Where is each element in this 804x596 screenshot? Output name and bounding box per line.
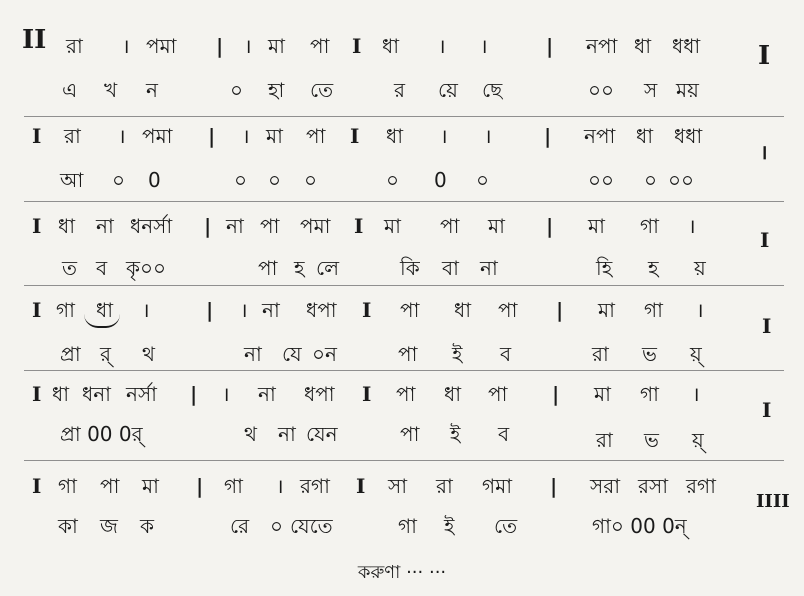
lyric-syllable: ব — [500, 342, 512, 366]
bar-line: | — [190, 382, 198, 406]
lyric-syllable: পা — [398, 342, 418, 366]
bar-line: | — [206, 298, 214, 322]
swara-note: রগা — [686, 474, 716, 498]
swara-note: গা — [644, 298, 663, 322]
lyric-syllable: যেন — [306, 422, 338, 446]
swara-note: মা — [588, 214, 605, 238]
swara-note: । — [484, 124, 492, 148]
lyric-syllable: ব — [96, 256, 108, 280]
swara-note: মা — [598, 298, 615, 322]
notation-row-4 — [0, 270, 804, 366]
swara-note: গা — [640, 382, 659, 406]
swara-note: না — [96, 214, 114, 238]
swara-note: রা — [436, 474, 453, 498]
lyric-syllable: ০০ — [588, 168, 615, 192]
notation-row-3 — [0, 186, 804, 278]
lyric-syllable: ই — [444, 514, 455, 538]
swara-note: রসা — [638, 474, 669, 498]
lyric-syllable: কা — [58, 514, 78, 538]
start-double-bar: II — [22, 25, 47, 55]
lyric-syllable: রে — [230, 514, 250, 538]
swara-note: পমা — [300, 214, 331, 238]
swara-note: পমা — [142, 124, 173, 148]
end-bar: I — [758, 41, 771, 71]
swara-note: ধা — [58, 214, 76, 238]
lyric-syllable: 0 — [434, 168, 447, 192]
swara-note: গা — [56, 298, 75, 322]
lyric-syllable: য়্ — [692, 428, 704, 452]
swara-note: । — [222, 382, 230, 406]
lyric-syllable: ০ — [476, 168, 490, 192]
bar-line: | — [204, 214, 212, 238]
lyric-syllable: ভ — [644, 428, 659, 452]
swara-note: ধা — [52, 382, 70, 406]
notation-row-2 — [0, 96, 804, 192]
lyric-syllable: স — [644, 78, 658, 102]
lyric-syllable: গা — [398, 514, 417, 538]
swara-note: । — [142, 298, 150, 322]
swara-note: । — [692, 382, 700, 406]
lyric-syllable: য়ে — [438, 78, 458, 102]
swara-note: । — [244, 34, 252, 58]
bar-line: | — [546, 34, 554, 58]
bar-line: | — [556, 298, 564, 322]
swara-note: গা — [58, 474, 77, 498]
lyric-syllable: হি — [596, 256, 613, 280]
swara-note: মা — [268, 34, 285, 58]
swara-note: নর্সা — [126, 382, 157, 406]
swara-note: মা — [488, 214, 505, 238]
swara-note: ধনর্সা — [130, 214, 173, 238]
lyric-syllable: ভ — [642, 342, 657, 366]
swara-note: ধপা — [306, 298, 337, 322]
lyric-syllable: কৃ০০ — [126, 256, 167, 280]
swara-note: ধপা — [304, 382, 335, 406]
swara-note: । — [122, 34, 130, 58]
swara-note: ধধা — [674, 124, 703, 148]
lyric-syllable: ০ — [234, 168, 248, 192]
swara-note: । — [440, 124, 448, 148]
swara-note: ধা — [636, 124, 654, 148]
lyric-syllable: লে — [316, 256, 340, 280]
notation-row-6 — [0, 446, 804, 538]
swara-note: রা — [66, 34, 83, 58]
lyric-syllable: রা — [596, 428, 613, 452]
swara-note: পা — [498, 298, 518, 322]
swara-note: না — [226, 214, 244, 238]
lyric-syllable: ত — [62, 256, 78, 280]
swara-note: মা — [142, 474, 159, 498]
lyric-syllable: খ — [104, 78, 118, 102]
lyric-syllable: ছে — [482, 78, 503, 102]
bar-line: I — [354, 214, 364, 238]
lyric-syllable: ন — [146, 78, 158, 102]
end-bar: । — [760, 140, 768, 164]
lyric-syllable: হ — [648, 256, 659, 280]
swara-note: ধা — [382, 34, 400, 58]
lyric-syllable: পা — [400, 422, 420, 446]
lyric-syllable: প্রা — [60, 342, 81, 366]
swara-note: ধা — [444, 382, 462, 406]
bar-line: | — [216, 34, 224, 58]
lyric-syllable: এ — [62, 78, 78, 102]
lyric-syllable: ০০ — [588, 78, 615, 102]
lyric-syllable: না — [278, 422, 296, 446]
swara-note: পা — [400, 298, 420, 322]
bar-line: | — [544, 124, 552, 148]
lyric-syllable: ই — [452, 342, 463, 366]
swara-note: পমা — [146, 34, 177, 58]
swara-note: পা — [306, 124, 326, 148]
lyric-syllable: ০ — [644, 168, 658, 192]
swara-note: না — [262, 298, 280, 322]
lyric-syllable: ০ — [270, 514, 284, 538]
lyric-syllable: ০ — [112, 168, 126, 192]
lyric-syllable: ০ — [304, 168, 318, 192]
start-bar: I — [32, 124, 42, 148]
swara-note: সা — [388, 474, 408, 498]
lyric-syllable: হা — [268, 78, 285, 102]
start-bar: I — [32, 298, 42, 322]
lyric-syllable: 0 — [148, 168, 161, 192]
lyric-syllable: ০ — [268, 168, 282, 192]
swara-note: ধা — [634, 34, 652, 58]
start-bar: I — [32, 474, 42, 498]
swara-note: ধা — [454, 298, 472, 322]
lyric-syllable: ০০ — [668, 168, 695, 192]
bar-line: I — [362, 298, 372, 322]
swara-note: গা — [224, 474, 243, 498]
swara-note: নপা — [584, 124, 616, 148]
swara-note: রা — [64, 124, 81, 148]
swara-note: পা — [100, 474, 120, 498]
bar-line: | — [550, 474, 558, 498]
swara-note: পা — [488, 382, 508, 406]
notation-row-5 — [0, 354, 804, 452]
swara-note: পা — [440, 214, 460, 238]
bar-line: | — [208, 124, 216, 148]
start-bar: I — [32, 214, 42, 238]
lyric-syllable: ময় — [676, 78, 699, 102]
swara-note: । — [438, 34, 446, 58]
bar-line: I — [352, 34, 362, 58]
swara-note: নপা — [586, 34, 618, 58]
swara-note: ধা — [96, 298, 114, 322]
swara-note: । — [240, 298, 248, 322]
lyric-syllable: না — [480, 256, 498, 280]
lyric-syllable: থ — [142, 342, 155, 366]
swara-note: । — [480, 34, 488, 58]
swara-note: পা — [260, 214, 280, 238]
swara-note: মা — [384, 214, 401, 238]
start-bar: I — [32, 382, 42, 406]
notation-row-1 — [0, 6, 804, 102]
bar-line: | — [552, 382, 560, 406]
swara-note: ধনা — [82, 382, 111, 406]
swara-note: না — [258, 382, 276, 406]
lyric-syllable: হ — [294, 256, 305, 280]
footer-text: করুণা ··· ··· — [357, 562, 447, 583]
lyric-syllable: তে — [310, 78, 334, 102]
lyric-syllable: গা০ 00 0ন্ — [592, 514, 687, 538]
lyric-syllable: য় — [694, 256, 706, 280]
swara-note: গা — [640, 214, 659, 238]
swara-note: সরা — [590, 474, 621, 498]
swara-note: । — [242, 124, 250, 148]
lyric-syllable: যেতে — [290, 514, 333, 538]
lyric-syllable: ০ — [230, 78, 244, 102]
lyric-syllable: আ — [60, 168, 84, 192]
swara-note: । — [688, 214, 696, 238]
end-bar: I — [762, 314, 772, 338]
lyric-syllable: প্রা 00 0র্ — [60, 422, 143, 446]
swara-note: । — [696, 298, 704, 322]
bar-line: | — [196, 474, 204, 498]
lyric-syllable: য়্ — [690, 342, 702, 366]
lyric-syllable: জ — [100, 514, 118, 538]
lyric-syllable: ব — [498, 422, 510, 446]
lyric-syllable: ক — [140, 514, 154, 538]
end-bar: I — [762, 398, 772, 422]
swara-note: মা — [594, 382, 611, 406]
swara-note: রগা — [300, 474, 330, 498]
lyric-syllable: রা — [592, 342, 609, 366]
swara-note: পা — [396, 382, 416, 406]
lyric-syllable: র্ — [100, 342, 112, 366]
bar-line: I — [362, 382, 372, 406]
lyric-syllable: থ — [244, 422, 257, 446]
end-bar: I — [760, 228, 770, 252]
lyric-syllable: যে — [282, 342, 302, 366]
lyric-syllable: কি — [400, 256, 420, 280]
bar-line: | — [546, 214, 554, 238]
bar-line: I — [350, 124, 360, 148]
lyric-syllable: ০ — [386, 168, 400, 192]
swara-note: ধা — [386, 124, 404, 148]
lyric-syllable: না — [244, 342, 262, 366]
bar-line: I — [356, 474, 366, 498]
lyric-syllable: পা — [258, 256, 278, 280]
swara-note: । — [118, 124, 126, 148]
end-bar: IIII — [756, 491, 790, 512]
swara-note: । — [276, 474, 284, 498]
swara-note: পা — [310, 34, 330, 58]
lyric-syllable: র — [394, 78, 406, 102]
lyric-syllable: তে — [494, 514, 518, 538]
lyric-syllable: ০ন — [312, 342, 337, 366]
swara-note: মা — [266, 124, 283, 148]
lyric-syllable: বা — [442, 256, 459, 280]
swara-note: গমা — [482, 474, 513, 498]
lyric-syllable: ই — [450, 422, 461, 446]
swara-note: ধধা — [672, 34, 701, 58]
